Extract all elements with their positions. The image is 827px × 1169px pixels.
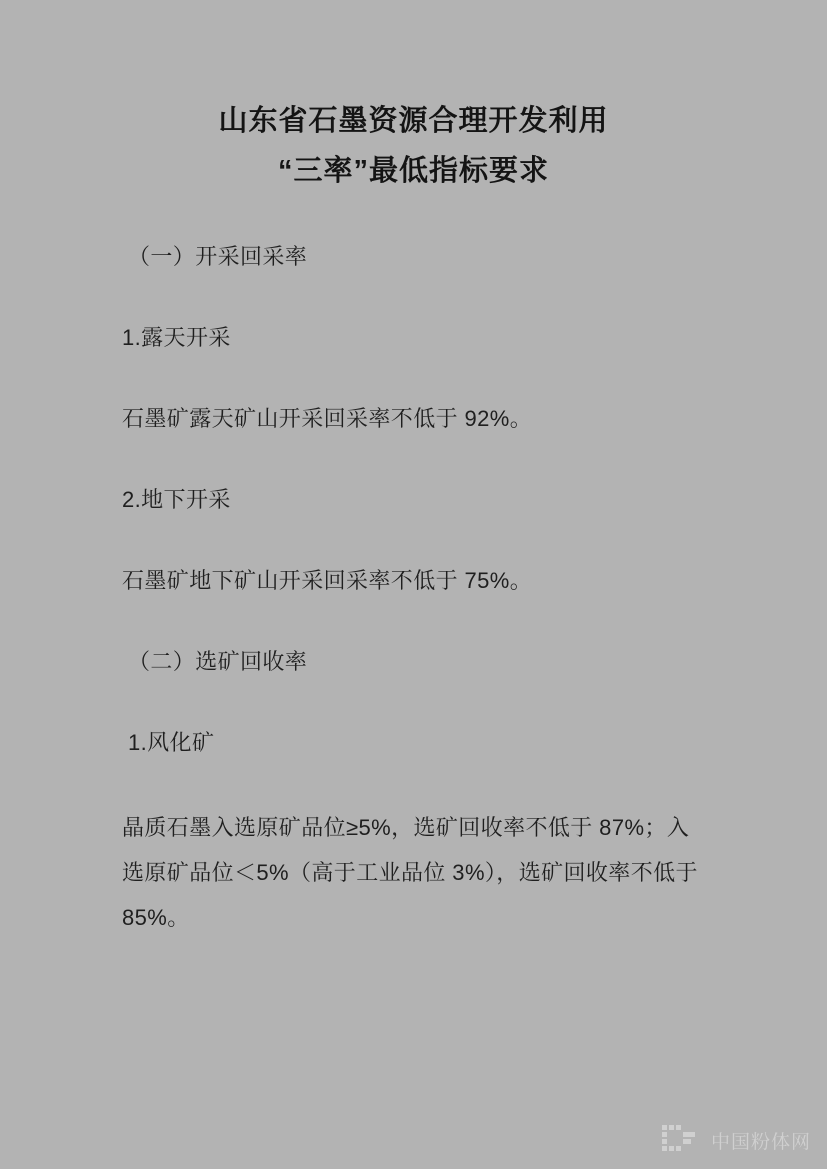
title-line-2: “三率”最低指标要求 bbox=[277, 155, 549, 187]
section-heading-1: （一）开采回采率 bbox=[128, 244, 308, 269]
section-text-1: 石墨矿露天矿山开采回采率不低于 92%。 bbox=[122, 406, 533, 431]
document-title bbox=[0, 0, 827, 196]
document-body bbox=[0, 238, 827, 940]
section-heading-2: 1.露天开采 bbox=[122, 325, 231, 350]
section-text-3: 晶质石墨入选原矿品位≥5%，选矿回收率不低于 87%；入选原矿品位＜5%（高于工业品位 3%），选矿回收率不低于 85%。 bbox=[122, 815, 698, 930]
logo-mark-icon bbox=[661, 1123, 703, 1157]
watermark bbox=[661, 1123, 811, 1157]
section-heading-4: （二）选矿回收率 bbox=[128, 649, 308, 674]
section-heading-3: 2.地下开采 bbox=[122, 487, 231, 512]
title-line-1: 山东省石墨资源合理开发利用 bbox=[218, 105, 609, 137]
section-text-2: 石墨矿地下矿山开采回采率不低于 75%。 bbox=[122, 568, 533, 593]
watermark-text: 中国粉体网 bbox=[710, 1131, 811, 1153]
section-heading-5: 1.风化矿 bbox=[128, 730, 215, 755]
